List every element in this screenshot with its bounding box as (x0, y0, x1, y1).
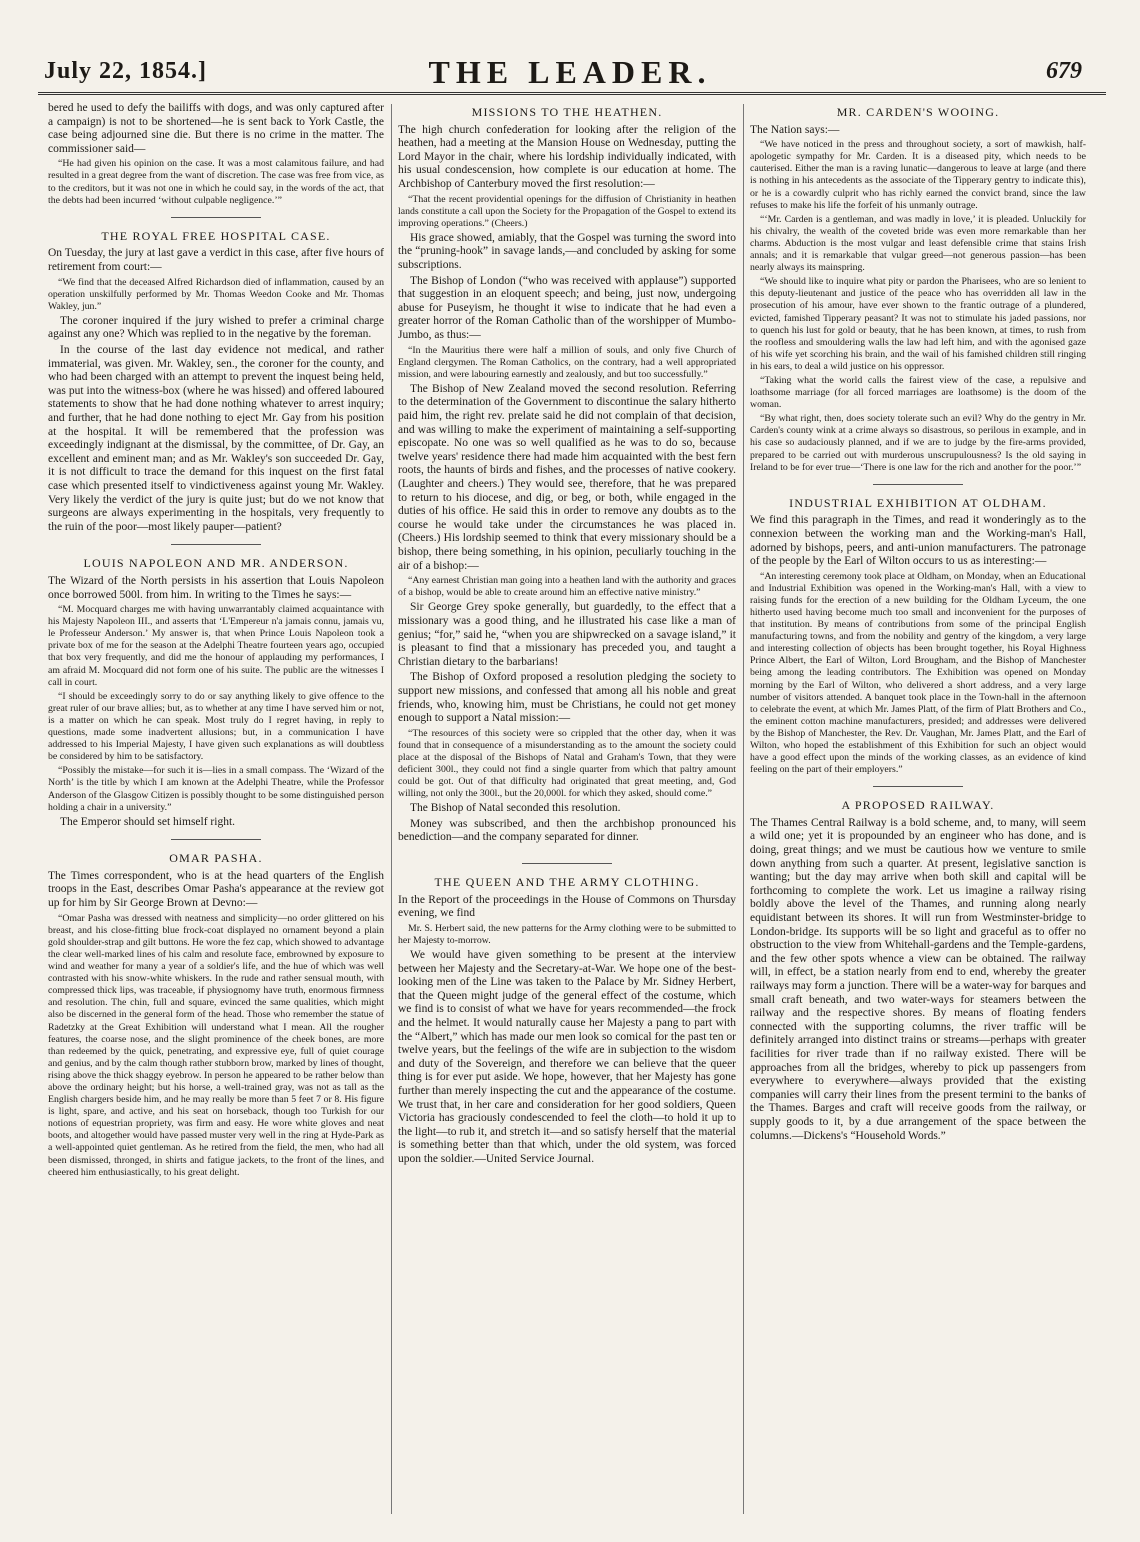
paragraph: Money was subscribed, and then the archbishop pronounced his benediction—and the company separated for dinner. (398, 817, 736, 844)
quote: “In the Mauritius there were half a million of souls, and only five Church of England clergymen. The Roman Catholics, on the contrary, had a well appropriated mission, and were labouring earnestly and zealously, and but too successfully.” (398, 344, 736, 380)
page-number: 679 (1046, 58, 1082, 84)
column-3 (750, 102, 1086, 1522)
quote: “Any earnest Christian man going into a heathen land with the authority and graces of a bishop, would be able to create around him an effective native ministry.” (398, 575, 736, 599)
quote: “We have noticed in the press and throughout society, a sort of mawkish, half-apologetic sympathy for Mr. Carden. It is a diseased pity, which needs to be cauterised. Either the man is a raving lunatic—dangerous to leave at large (and there is nothing in his antecedents as the associate of the Tipperary gentry to indicate this), or he is a cowardly culprit who has richly earned the convict brand, since the law refuses to make his life the forfeit of his unmanly outrage. (750, 139, 1086, 211)
quote: “Taking what the world calls the fairest view of the case, a repulsive and loathsome marriage (for all forced marriages are loathsome) is the doom of the woman. (750, 374, 1086, 411)
paragraph: We would have given something to be present at the interview between her Majesty and the Secretary-at-War. We hope one of the best-looking men of the Line was taken to the Palace by Mr. Sidney Herbert, that the Queen might judge of the general effect of the costume, which we find is to consist of what we have for years recommended—the frock and the helmet. It would naturally cause her Majesty a pang to part with the “Albert,” which has made our men look so comical for the past ten or twelve years, but the feelings of the wife are in subjection to the wisdom and duty of the Sovereign, and therefore we can believe that the queer thing is for ever put aside. We hope, however, that her Majesty has gone further than merely inspecting the cut and the appearance of the costume. We trust that, in her care and consideration for her good soldiers, Queen Victoria has graciously condescended to feel the cloth—to hold it up to the light—to rub it, and stretch it—and so satisfy herself that the material is something better than that which, under the old system, was forced upon the soldier.—United Service Journal. (398, 949, 736, 1165)
paragraph: The Emperor should set himself right. (60, 815, 236, 828)
paragraph: The Thames Central Railway is a bold scheme, and, to many, will seem a wild one; yet it is propounded by an engineer who has done, and is doing, great things; and we must be cautious how we venture to smile down anything from such a quarter. At present, legislative sanction is wanting; but the day may arrive when both skill and capital will be forthcoming to complete the work. Let us imagine a railway rising boldly above the level of the Thames, and running along nearly equidistant between its shores. It will run from Westminster-bridge to London-bridge. Its supports will be so light and graceful as to offer no obstruction to the view from Whitehall-gardens and the Temple-gardens, and the few other spots whence a view can be obtained. The railway will, in effect, be a station nearly from end to end, whereby the greater railways may form a junction. There will be a water-way for barques and small craft beneath, and two water-ways for steamers between the railway and the respective shores. By means of floating fenders connected with the supporting columns, the river traffic will be definitely arranged into distinct trains or streams—perhaps with greater facilities for river trade than if no railway existed. There will be approaches from all the bridges, whereby to pick up passengers from everywhere to everywhere—always provided that the existing companies will carry their lines from the present termini to the banks of the Thames. Barges and craft will receive goods from the railway, or supply goods to it, by a due arrangement of the space between the columns.—Dickens's “Household Words.” (750, 816, 1086, 1142)
quote: “He had given his opinion on the case. It was a most calamitous failure, and had resulted in a great degree from the want of discretion. The case was free from vice, as to the creditors, but it was not one in which he could say, in the words of the act, that the debts had been incurred ‘without culpable negligence.’” (48, 158, 384, 206)
paragraph: His grace showed, amiably, that the Gospel was turning the sword into the “pruning-hook” in savage lands,—and concluded by asking for some subscriptions. (398, 231, 736, 272)
paragraph: In the course of the last day evidence not medical, and rather immaterial, was given. Mr. Wakley, sen., the coroner for the county, and who had been charged with an attempt to prevent the inquest being held, was put into the witness-box (where he was hissed) and offered laboured statements to show that he had done nothing whatever to arrest inquiry; and further, that he had done nothing to eject Mr. Gay from his position at the hospital. It will be remembered that the profession was exceedingly indignant at the dismissal, by the committee, of Dr. Gay, an excellent and eminent man; and as Mr. Wakley's son succeeded Dr. Gay, it is not difficult to trace the demand for this inquest on the first fatal case which presented itself to vindictiveness against young Mr. Wakley. Very likely the verdict of the jury is quite just; but do we not know that surgeons are always experimenting in the hospitals, very frequently to the ruin of the poor—most likely pauper—patient? (48, 344, 384, 533)
paragraph: The Bishop of New Zealand moved the second resolution. Referring to the determination of the Government to discontinue the salary hitherto paid him, the right rev. prelate said he did not complain of that decision, and was willing to make the experiment of maintaining a self-supporting episcopate. No one was so well qualified as he was to do so, because twelve years' residence there had made him acquainted with the best fern roots, the haunts of birds and fishes, and the processes of native cookery. (Laughter and cheers.) They would see, therefore, that he was prepared to return to his diocese, and dig, or beg, or both, while engaged in the duties of his office. He said this in order to remove any doubts as to the course he would take under the circumstances he was placed in. (Cheers.) His lordship seemed to think that every missionary should be a bishop, there being something, in his opinion, peculiarly touching in the air of a bishop:— (398, 382, 736, 572)
article-headline: A PROPOSED RAILWAY. (841, 798, 995, 813)
article-headline: MISSIONS TO THE HEATHEN. (471, 105, 663, 119)
header-rule (38, 92, 1106, 95)
article-headline: INDUSTRIAL EXHIBITION AT OLDHAM. (789, 495, 1047, 510)
paragraph: In the Report of the proceedings in the House of Commons on Thursday evening, we find (398, 893, 736, 920)
section-separator (873, 786, 963, 787)
column-1 (48, 102, 384, 1522)
paragraph: The Times correspondent, who is at the head quarters of the English troops in the East, describes Omar Pasha's appearance at the review got up for him by Sir George Brown at Devno:— (48, 869, 384, 910)
newspaper-title: THE LEADER. (428, 54, 712, 90)
paragraph: We find this paragraph in the Times, and read it wonderingly as to the connexion between the working man and the Working-man's Hall, adorned by bishops, peers, and anti-union manufacturers. The patronage of the people by the Earl of Wilton occurs to us as interesting:— (750, 514, 1086, 568)
paragraph: The coroner inquired if the jury wished to prefer a criminal charge against any one? Which was replied to in the negative by the foreman. (48, 314, 384, 341)
quote: “‘Mr. Carden is a gentleman, and was madly in love,’ it is pleaded. Unluckily for his chivalry, the wealth of the coveted bride was even more remarkable than her charms. Abduction is the most vulgar and least defensible crime that stains Irish annals; and it is remarkable that vulgar greed—not generous passion—has been nearly always its mainspring. (750, 213, 1086, 274)
paragraph: The Wizard of the North persists in his assertion that Louis Napoleon once borrowed 500l. from him. In writing to the Times he says:— (48, 574, 384, 601)
page-header (0, 42, 1140, 92)
issue-date: July 22, 1854.] (44, 58, 208, 84)
quote: “An interesting ceremony took place at Oldham, on Monday, when an Educational and Industrial Exhibition was opened in the Working-man's Hall, with a view to raising funds for the erection of a new building for the Oldham Lyceum, the one hitherto used having become much too small and inconvenient for the purposes of that institution. By means of contributions from some of the principal English manufacturing towns, and from the nobility and gentry of the kingdom, a very large and interesting collection of objects has been brought together, his Royal Highness Prince Albert, the Earl of Wilton, Lord Brougham, and the Bishop of Manchester being among the leading contributors. The Exhibition was opened on Monday morning by the Earl of Wilton, who delivered a short address, and a very large number of visitors attended. A banquet took place in the Town-hall in the afternoon to celebrate the event, at which Mr. James Platt, of the firm of Platt Brothers and Co., the eminent cotton machine manufacturers, presided; and addresses were delivered by the Bishop of Manchester, the Rev. Dr. Vaughan, Mr. James Platt, and the Earl of Wilton, who hoped the establishment of this Exhibition for such an object would have a good effect upon the minds of the working classes, as an evidence of kind feeling on the part of their employers.” (750, 570, 1086, 776)
paragraph: The Bishop of London (“who was received with applause”) supported that suggestion in an eloquent speech; and being, just now, undergoing abuse for Puseyism, he thought it wise to indicate that he had even a greater horror of the Roman Catholic than of the worshipper of Mumbo-Jumbo, as thus:— (398, 274, 736, 341)
quote: “That the recent providential openings for the diffusion of Christianity in heathen lands constitute a call upon the Society for the Propagation of the Gospel to extend its improving operations.” (Cheers.) (398, 193, 736, 229)
paragraph: On Tuesday, the jury at last gave a verdict in this case, after five hours of retirement from court:— (48, 247, 384, 273)
column-divider (391, 104, 392, 1514)
article-headline: LOUIS NAPOLEON AND MR. ANDERSON. (83, 556, 349, 571)
paragraph: bered he used to defy the bailiffs with dogs, and was only captured after a campaign) is not to be shortened—he is sent back to York Castle, the case being adjourned sine die. But there is no crime in the matter. The commissioner said— (48, 102, 384, 155)
paragraph: The Nation says:— (750, 123, 840, 136)
paragraph: The Bishop of Natal seconded this resolution. (410, 802, 621, 815)
quote: “We should like to inquire what pity or pardon the Pharisees, who are so lenient to this deputy-lieutenant and justice of the peace who has overridden all law in the prosecution of his amour, have ever shown to the frantic outrage of a plundered, evicted, famished Tipperary peasant? It was not to stimulate his jaded passions, nor to quench his lust for gold or beauty, that he has been known, at times, to rush from the roofless and smouldering walls the law had left him, and with the agonised gaze of his wife yet scorching his brain, and the wail of his famished children still ringing in his ears, to deal a wild justice on his oppressor. (750, 276, 1086, 372)
paragraph: Sir George Grey spoke generally, but guardedly, to the effect that a missionary was a good thing, and he illustrated his case like a man of genius; “for,” said he, “when you are shipwrecked on a savage island,” it is pleasant to find that a missionary has preceded you, and taught a Christian dietary to the barbarians! (398, 601, 736, 668)
section-separator (171, 217, 261, 218)
quote: “By what right, then, does society tolerate such an evil? Why do the gentry in Mr. Carden's county wink at a crime always so disastrous, so perilous in example, and in his case so audaciously planned, and if we are to judge by the fire-arms provided, prepared to be carried out with murderous unscrupulousness? Is the old saying in Ireland to be for ever true—‘There is one law for the rich and another for the poor.’” (750, 413, 1086, 473)
quote: “Omar Pasha was dressed with neatness and simplicity—no order glittered on his breast, and his close-fitting blue frock-coat displayed no ornament beyond a plain gold shoulder-strap and gilt buttons. He wore the fez cap, which showed to advantage the clear well-marked lines of his calm and resolute face, embrowned by exposure to wind and weather for many a year of a soldier's life, and the hue of which was well contrasted with his snow-white whiskers. In the rude and rather sensual mouth, with compressed thick lips, was traceable, if physiognomy have truth, enormous firmness and resolution. The chin, full and square, evinced the same qualities, which might also be discerned in the general form of the head. Those who remember the statue of Radetzky at the Great Exhibition will understand what I mean. All the rougher features, the coarse nose, and the slight prominence of the cheek bones, are more than redeemed by the quick, penetrating, and expressive eye, full of quiet courage and genius, and by the calm though rather stubborn brow, marked by lines of thought, rising above the thick shaggy eyebrow. In person he appeared to be rather below than above the ordinary height; but his horse, a well-trained gray, was not as tall as the English chargers beside him, and he may really be more than 5 feet 7 or 8. His figure is light, spare, and active, and his seat on horseback, though too Turkish for our notions of equestrian propriety, was firm and easy. He wore white gloves and neat boots, and altogether would have passed muster very well in the ring at Hyde-Park as a well-appointed quiet gentleman. As he retired from the field, the men, who had all been dismissed, thronged, in shirts and fatigue jackets, to the front of the lines, and cheered him enthusiastically, to his great delight. (48, 912, 384, 1178)
column-2 (398, 102, 736, 1522)
quote: “Possibly the mistake—for such it is—lies in a small compass. The ‘Wizard of the North’ is the title by which I am known at the Adelphi Theatre, while the Professor Anderson of the Glasgow Citizen is possibly thought to be some distinguished person holding a chair in a university.” (48, 765, 384, 813)
quote: “M. Mocquard charges me with having unwarrantably claimed acquaintance with his Majesty Napoleon III., and asserts that ‘L'Empereur n'a jamais connu, jamais vu, le Professeur Anderson.’ My answer is, that when Prince Louis Napoleon took a private box of me for the season at the Adelphi Theatre fourteen years ago, occupied that box very frequently, and did me the honour of applauding my performances, I am afraid M. Mocquard did not form one of his suite. The public are the witnesses I call in court. (48, 604, 384, 688)
section-separator (171, 544, 261, 545)
quote: “I should be exceedingly sorry to do or say anything likely to give offence to the great ruler of our brave allies; but, as to whether at any time I have served him or not, is a matter on which he can speak. Most truly do I regret having, in reply to questions, made some inadvertent allusions; but, in a communication I have addressed to his Imperial Majesty, I have given such explanations as will doubtless be considered by him to be satisfactory. (48, 690, 384, 763)
quote: Mr. S. Herbert said, the new patterns for the Army clothing were to be submitted to her Majesty to-morrow. (398, 922, 736, 946)
article-headline: THE QUEEN AND THE ARMY CLOTHING. (434, 875, 700, 890)
paragraph: The Bishop of Oxford proposed a resolution pledging the society to support new missions, and confessed that among all his noble and great friends, who, knowing him, must be Christians, he could not get money enough to support a Natal mission:— (398, 671, 736, 725)
article-headline: THE ROYAL FREE HOSPITAL CASE. (101, 228, 331, 243)
column-divider (743, 104, 744, 1514)
article-headline: OMAR PASHA. (169, 851, 263, 866)
quote: “We find that the deceased Alfred Richardson died of inflammation, caused by an operation unskilfully performed by Mr. Thomas Weedon Cooke and Mr. Thomas Wakley, jun.” (48, 276, 384, 312)
section-separator (522, 863, 612, 864)
section-separator (873, 484, 963, 485)
paragraph: The high church confederation for looking after the religion of the heathen, had a meeting at the Mansion House on Wednesday, putting the Lord Mayor in the chair, where his lordship individually indicated, with his usual condescension, how complete is our education at home. The Archbishop of Canterbury moved the first resolution:— (398, 123, 736, 190)
section-separator (171, 839, 261, 840)
article-headline: MR. CARDEN'S WOOING. (836, 105, 1000, 119)
quote: “The resources of this society were so crippled that the other day, when it was found that in consequence of a misunderstanding as to the amount the society could place at the disposal of the Bishops of Natal and Graham's Town, that they were deficient 300l., they could not find a single quarter from which that paltry amount could be got. Out of that difficulty had originated that great meeting, and, God willing, not only the 300l., but the 20,000l. for which they asked, should come.” (398, 727, 736, 800)
